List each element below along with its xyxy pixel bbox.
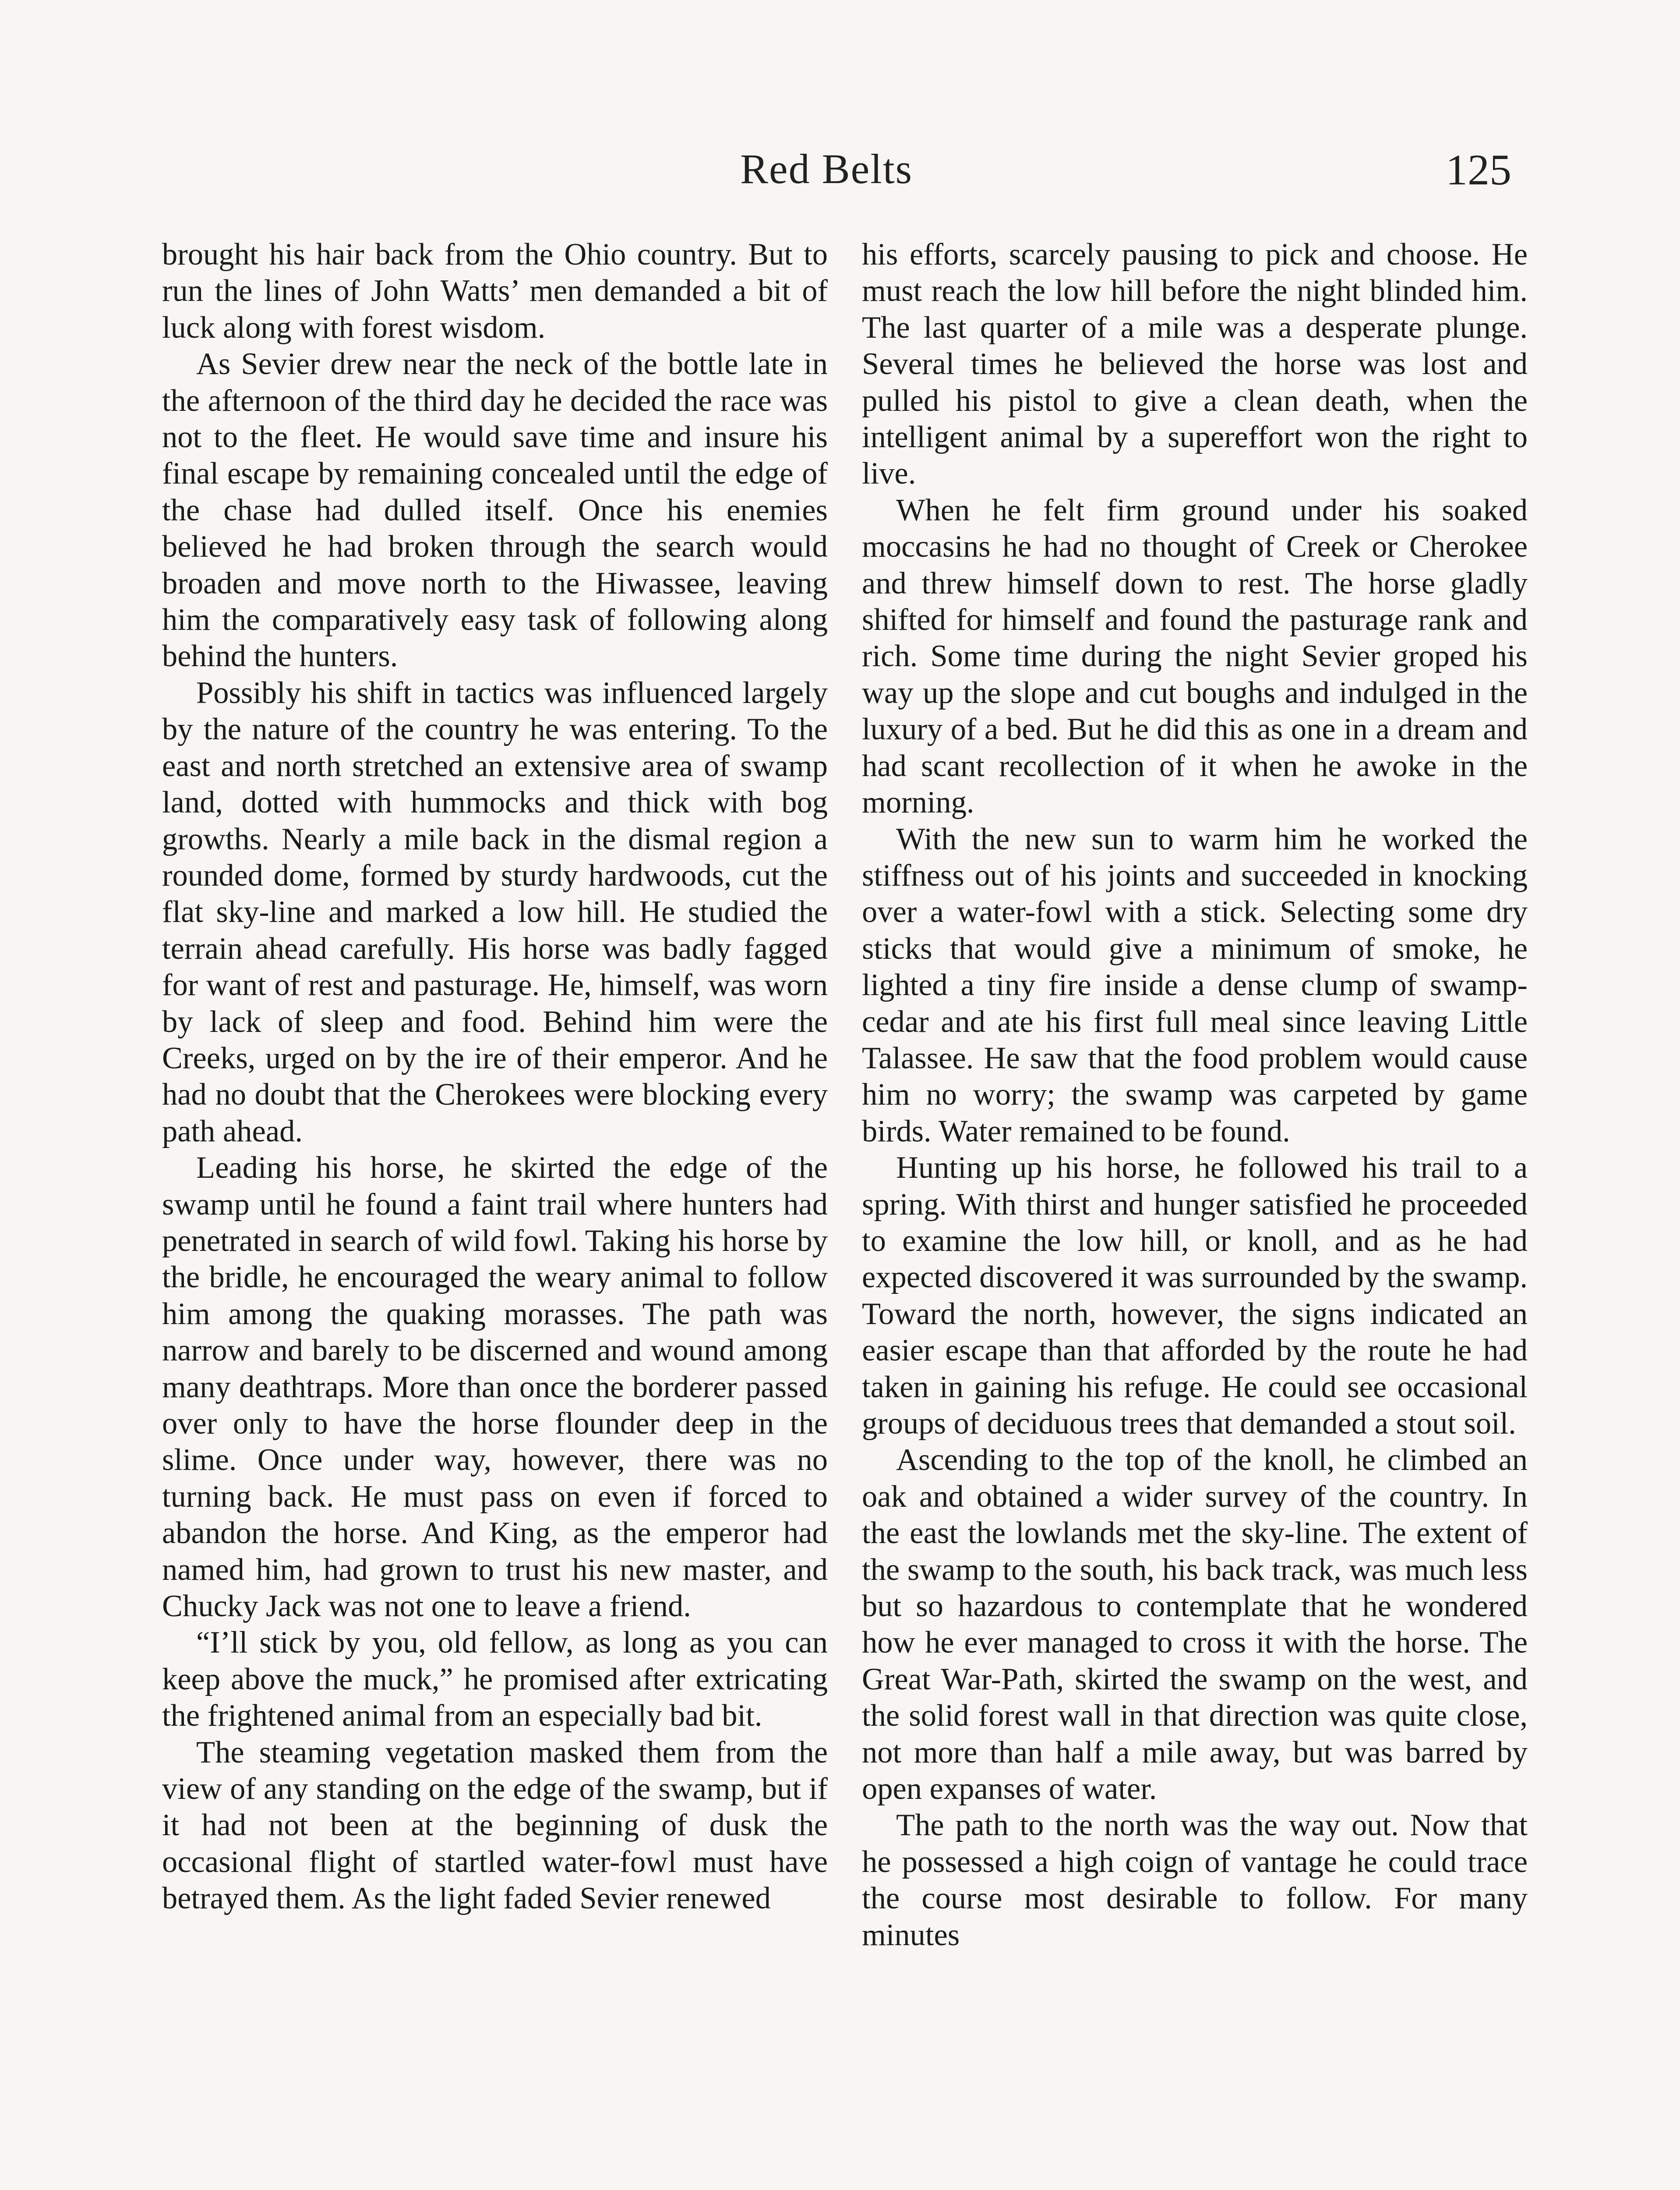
paragraph: The path to the north was the way out. Now that he possessed a high coign of vantage he could trace the course most desirable to follow. For many minutes: [862, 1808, 1528, 1952]
running-head-title: Red Belts: [740, 145, 913, 192]
paragraph: With the new sun to warm him he worked the stiffness out of his joints and succeeded in knocking over a water-fowl with a stick. Selecting some dry sticks that would give a minimum of smoke, he lighted a tiny fire inside a dense clump of swamp-cedar and ate his first full meal since leaving Little Talassee. He saw that the food problem would cause him no worry; the swamp was carpeted by game birds. Water remained to be found.: [862, 822, 1528, 1148]
paragraph: brought his hair back from the Ohio country. But to run the lines of John Watts’ men demanded a bit of luck along with forest wisdom.: [162, 237, 828, 345]
left-column: [162, 237, 828, 1917]
paragraph: his efforts, scarcely pausing to pick and choose. He must reach the low hill before the night blinded him. The last quarter of a mile was a desperate plunge. Several times he believed the horse was lost and pulled his pistol to give a clean death, when the intelligent animal by a supereffort won the right to live.: [862, 237, 1528, 491]
paragraph: Hunting up his horse, he followed his trail to a spring. With thirst and hunger satisfied he proceeded to examine the low hill, or knoll, and as he had expected discovered it was surrounded by the swamp. Toward the north, however, the signs indicated an easier escape than that afforded by the route he had taken in gaining his refuge. He could see occasional groups of deciduous trees that demanded a stout soil.: [862, 1151, 1528, 1441]
paragraph: When he felt firm ground under his soaked moccasins he had no thought of Creek or Cherokee and threw himself down to rest. The horse gladly shifted for himself and found the pasturage rank and rich. Some time during the night Sevier groped his way up the slope and cut boughs and indulged in the luxury of a bed. But he did this as one in a dream and had scant recollection of it when he awoke in the morning.: [862, 493, 1528, 820]
paragraph: “I’ll stick by you, old fellow, as long as you can keep above the muck,” he promised after extricating the frightened animal from an especially bad bit.: [162, 1625, 828, 1733]
paragraph: The steaming vegetation masked them from the view of any standing on the edge of the swamp, but if it had not been at the beginning of dusk the occasional flight of startled water-fowl must have betrayed them. As the light faded Sevier renewed: [162, 1735, 828, 1916]
paragraph: Leading his horse, he skirted the edge of the swamp until he found a faint trail where hunters had penetrated in search of wild fowl. Taking his horse by the bridle, he encouraged the weary animal to follow him among the quaking morasses. The path was narrow and barely to be discerned and wound among many deathtraps. More than once the borderer passed over only to have the horse flounder deep in the slime. Once under way, however, there was no turning back. He must pass on even if forced to abandon the horse. And King, as the emperor had named him, had grown to trust his new master, and Chucky Jack was not one to leave a friend.: [162, 1151, 828, 1624]
right-column: [862, 237, 1528, 1953]
page-number: 125: [1446, 145, 1511, 194]
running-head: [0, 145, 1680, 206]
paragraph: Ascending to the top of the knoll, he climbed an oak and obtained a wider survey of the country. In the east the lowlands met the sky-line. The extent of the swamp to the south, his back track, was much less but so hazardous to contemplate that he wondered how he ever managed to cross it with the horse. The Great War-Path, skirted the swamp on the west, and the solid forest wall in that direction was quite close, not more than half a mile away, but was barred by open expanses of water.: [862, 1443, 1528, 1806]
paragraph: Possibly his shift in tactics was influenced largely by the nature of the country he was entering. To the east and north stretched an extensive area of swamp land, dotted with hummocks and thick with bog growths. Nearly a mile back in the dismal region a rounded dome, formed by sturdy hardwoods, cut the flat sky-line and marked a low hill. He studied the terrain ahead carefully. His horse was badly fagged for want of rest and pasturage. He, himself, was worn by lack of sleep and food. Behind him were the Creeks, urged on by the ire of their emperor. And he had no doubt that the Cherokees were blocking every path ahead.: [162, 675, 828, 1148]
paragraph: As Sevier drew near the neck of the bottle late in the afternoon of the third day he decided the race was not to the fleet. He would save time and insure his final escape by remaining concealed until the edge of the chase had dulled itself. Once his enemies believed he had broken through the search would broaden and move north to the Hiwassee, leaving him the comparatively easy task of following along behind the hunters.: [162, 347, 828, 674]
